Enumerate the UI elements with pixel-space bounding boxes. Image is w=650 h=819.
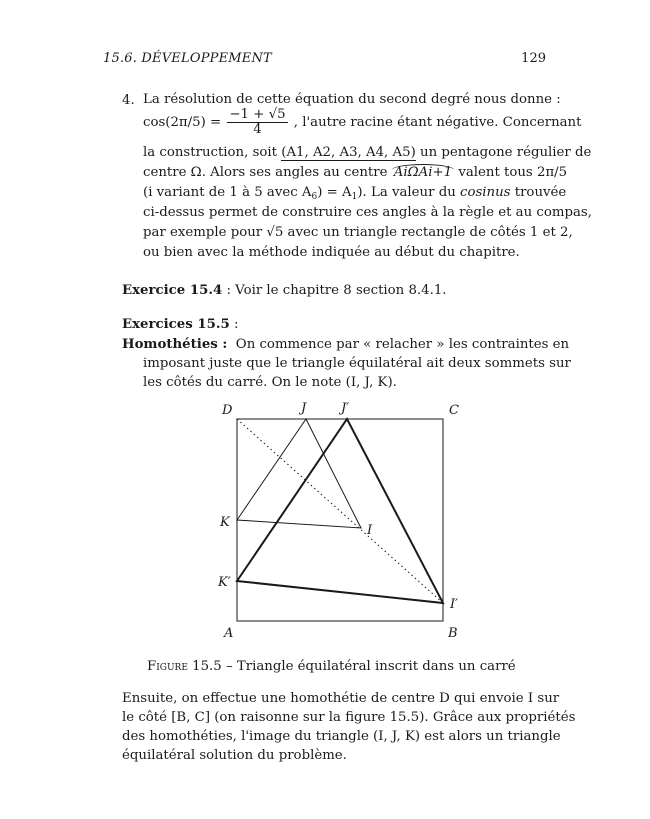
homotheties-text-1: On commence par « relacher » les contraintes en <box>235 337 570 352</box>
exercises-15-5-label: Exercices 15.5 <box>122 317 230 332</box>
label-c: C <box>449 403 459 418</box>
homotheties-line-3: les côtés du carré. On le note (I, J, K). <box>143 375 397 390</box>
item4-line-2-tail: , l'autre racine étant négative. Concernant <box>293 114 582 130</box>
homotheties-term: Homothéties : <box>122 337 228 352</box>
exercise-15-4-text: : Voir le chapitre 8 section 8.4.1. <box>222 283 447 298</box>
found-text: trouvée <box>514 185 567 200</box>
conclusion-line-3: des homothéties, l'image du triangle (I, J, K) est alors un triangle <box>122 729 561 744</box>
label-k: K <box>220 515 230 530</box>
fraction-denominator: 4 <box>253 121 262 137</box>
exercise-15-4-label: Exercice 15.4 <box>122 283 223 298</box>
running-header: 15.6. DÉVELOPPEMENT <box>103 51 272 66</box>
label-b: B <box>448 626 458 641</box>
triangle-ijk <box>237 419 361 528</box>
cosinus-word: cosinus <box>460 185 511 200</box>
label-ip: I′ <box>450 597 459 612</box>
value-text: ). La valeur du <box>357 185 456 200</box>
label-d: D <box>222 403 233 418</box>
item4-line-7: par exemple pour √5 avec un triangle rectangle de côtés 1 et 2, <box>143 225 573 240</box>
item4-line-8: ou bien avec la méthode indiquée au début du chapitre. <box>143 245 520 260</box>
conclusion-line-4: équilatéral solution du problème. <box>122 748 347 763</box>
conclusion-line-2: le côté [B, C] (on raisonne sur la figure 15.5). Grâce aux propriétés <box>122 710 576 725</box>
angle-value-text: valent tous 2π/5 <box>458 165 568 180</box>
item4-line-6: ci-dessus permet de construire ces angles à la règle et au compas, <box>143 205 592 220</box>
pentagon-text: un pentagone régulier de <box>420 145 592 160</box>
exercises-15-5-colon: : <box>229 317 239 332</box>
pentagon-tuple: (A1, A2, A3, A4, A5) <box>281 145 416 160</box>
item-number: 4. <box>122 93 135 108</box>
figure-caption <box>147 660 516 673</box>
label-a: A <box>224 626 234 641</box>
page-number: 129 <box>521 51 546 66</box>
item4-line-1: La résolution de cette équation du second degré nous donne : <box>143 92 561 107</box>
label-kp: K′ <box>218 575 231 590</box>
figure-caption-label: Figure 15.5 <box>147 659 222 674</box>
item4-line-5: (i variant de 1 à 5 avec $A_6) = A_1$). La valeur du cosinus trouvée <box>143 185 567 202</box>
center-text: centre Ω. Alors ses angles au centre <box>143 165 388 180</box>
label-jp: J′ <box>341 401 350 416</box>
variant-text: (i variant de 1 à 5 avec A <box>143 185 312 200</box>
angle-notation: AiΩAi+1 <box>393 165 453 180</box>
variant-eq: ) = A <box>317 185 352 200</box>
figure-caption-text: – Triangle équilatéral inscrit dans un carré <box>221 659 516 674</box>
conclusion-line-1: Ensuite, on effectue une homothétie de centre D qui envoie I sur <box>122 691 560 706</box>
square-abcd <box>237 419 443 621</box>
construction-text: la construction, soit <box>143 145 278 160</box>
homotheties-line-2: imposant juste que le triangle équilatéral ait deux sommets sur <box>143 356 571 371</box>
label-i: I <box>367 523 373 538</box>
cos-expression: cos(2π/5) = <box>143 114 222 130</box>
label-j: J <box>301 401 307 416</box>
fraction-numerator: −1 + √5 <box>229 107 286 122</box>
diagonal-dotted <box>237 419 443 603</box>
